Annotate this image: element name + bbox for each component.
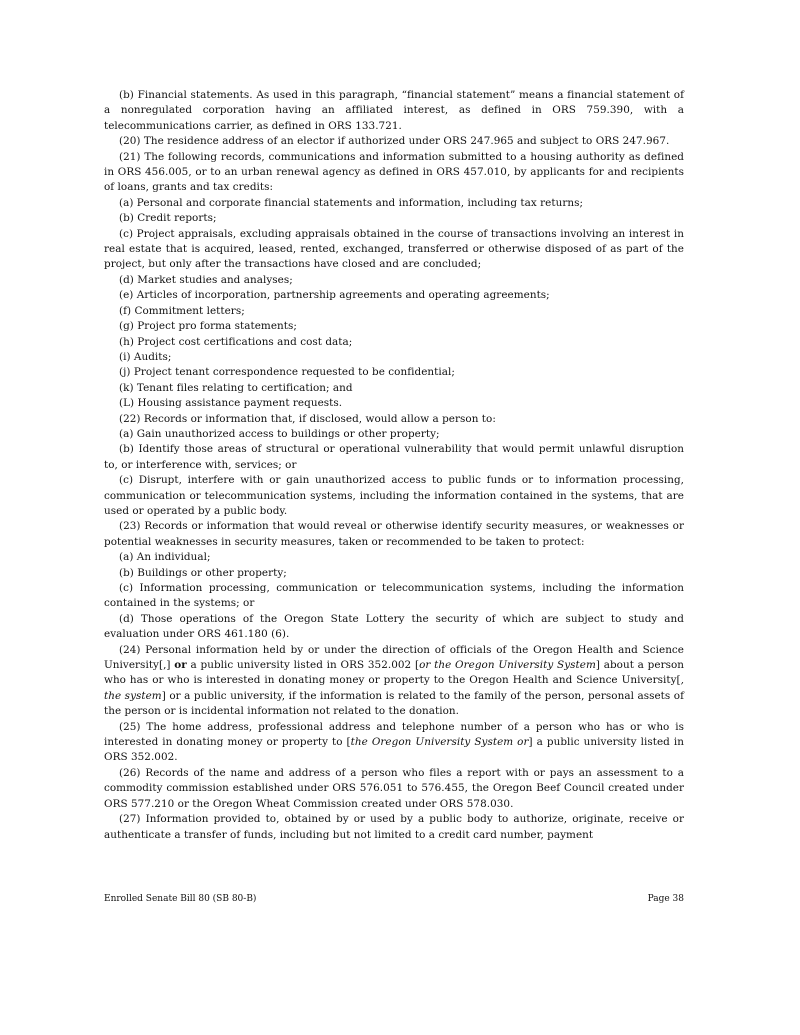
deleted-text: or the Oregon University System <box>419 659 596 672</box>
paragraph-21 <box>104 150 684 196</box>
text-run: (20) The residence address of an elector if authorized under ORS 247.965 and subject to ORS 247.967. <box>119 135 670 148</box>
page-footer <box>104 894 684 904</box>
text-run: (L) Housing assistance payment requests. <box>119 397 343 410</box>
paragraph-21b <box>104 211 684 226</box>
text-run: (a) Gain unauthorized access to buildings or other property; <box>119 427 440 440</box>
text-run: (i) Audits; <box>119 350 172 363</box>
text-run: (k) Tenant files relating to certification; and <box>119 381 353 394</box>
text-run: (c) Disrupt, interfere with or gain unauthorized access to public funds or to information processing, communication or telecommunication systems, including the information contained in the systems, that are used or operated by a public body. <box>104 474 684 517</box>
text-run: (c) Project appraisals, excluding appraisals obtained in the course of transactions involving an interest in real estate that is acquired, leased, rented, exchanged, transferred or otherwise disposed of as part of the project, but only after the transactions have closed and are concluded; <box>104 227 684 271</box>
inserted-text: or <box>174 659 187 672</box>
text-run: (b) Credit reports; <box>119 212 217 225</box>
paragraph-22b <box>104 442 684 473</box>
text-run: (d) Market studies and analyses; <box>119 273 293 286</box>
paragraph-25 <box>104 720 684 766</box>
paragraph-21c <box>104 227 684 273</box>
text-run: (24) Personal information held by or under the direction of officials of the Oregon Health and Science University[,] <box>104 643 684 672</box>
text-run: (21) The following records, communications and information submitted to a housing authority as defined in ORS 456.005, or to an urban renewal agency as defined in ORS 457.010, by applicants for and recipients of loans, grants and tax credits: <box>104 150 684 194</box>
text-run: ] or a public university, if the information is related to the family of the person, personal assets of the person or is incidental information not related to the donation. <box>104 689 684 718</box>
paragraph-21i <box>104 350 684 365</box>
text-run: (b) Financial statements. As used in this paragraph, “financial statement” means a financial statement of a nonregulated corporation having an affiliated interest, as defined in ORS 759.390, with a telecommunications carrier, as defined in ORS 133.721. <box>104 89 684 132</box>
paragraph-21e <box>104 288 684 303</box>
paragraph-21f <box>104 304 684 319</box>
paragraph-20 <box>104 134 684 149</box>
text-run: (e) Articles of incorporation, partnership agreements and operating agreements; <box>119 289 550 302</box>
footer-page-number: Page 38 <box>647 894 684 904</box>
paragraph-24 <box>104 643 684 720</box>
text-run: (25) The home address, professional address and telephone number of a person who has or who is interested in donating money or property to [ <box>104 720 684 749</box>
paragraph-23c <box>104 581 684 612</box>
paragraph-26 <box>104 766 684 812</box>
text-run: (22) Records or information that, if disclosed, would allow a person to: <box>119 412 496 425</box>
text-run: (j) Project tenant correspondence requested to be confidential; <box>119 366 455 379</box>
paragraph-21k <box>104 381 684 396</box>
paragraph-21h <box>104 335 684 350</box>
paragraph-21L <box>104 396 684 411</box>
paragraph-23 <box>104 519 684 550</box>
document-body <box>104 88 684 843</box>
deleted-text: , the system <box>104 674 684 702</box>
footer-bill-label: Enrolled Senate Bill 80 (SB 80-B) <box>104 894 257 904</box>
paragraph-b-financial <box>104 88 684 134</box>
text-run: ] about a person who has or who is interested in donating money or property to the Oregon Health and Science University[ <box>104 659 685 687</box>
text-run: (26) Records of the name and address of a person who files a report with or pays an assessment to a commodity commission established under ORS 576.051 to 576.455, the Oregon Beef Council created under ORS 577.210 or the Oregon Wheat Commission created under ORS 578.030. <box>104 766 684 810</box>
text-run: (d) Those operations of the Oregon State Lottery the security of which are subject to study and evaluation under ORS 461.180 (6). <box>104 612 684 641</box>
paragraph-22 <box>104 412 684 427</box>
paragraph-23b <box>104 566 684 581</box>
text-run: (a) Personal and corporate financial statements and information, including tax returns; <box>119 196 584 209</box>
text-run: a public university listed in ORS 352.002 [ <box>186 659 420 672</box>
paragraph-22c <box>104 473 684 519</box>
text-run: (b) Identify those areas of structural or operational vulnerability that would permit unlawful disruption to, or interference with, services; or <box>104 443 684 471</box>
text-run: (b) Buildings or other property; <box>119 566 287 579</box>
text-run: (27) Information provided to, obtained by or used by a public body to authorize, originate, receive or authenticate a transfer of funds, including but not limited to a credit card number, payment <box>104 813 684 841</box>
text-run: (c) Information processing, communication or telecommunication systems, including the information contained in the systems; or <box>104 582 684 610</box>
paragraph-22a <box>104 427 684 442</box>
paragraph-21a <box>104 196 684 211</box>
text-run: (g) Project pro forma statements; <box>119 320 297 333</box>
paragraph-21g <box>104 319 684 334</box>
text-run: (23) Records or information that would reveal or otherwise identify security measures, or weaknesses or potential weaknesses in security measures, taken or recommended to be taken to protect: <box>104 520 684 548</box>
text-run: ] a public university listed in ORS 352.002. <box>104 736 684 764</box>
paragraph-27 <box>104 812 684 843</box>
deleted-text: the Oregon University System or <box>350 736 529 749</box>
paragraph-23a <box>104 550 684 565</box>
text-run: (a) An individual; <box>119 551 211 564</box>
paragraph-21d <box>104 273 684 288</box>
text-run: (f) Commitment letters; <box>119 304 245 317</box>
paragraph-21j <box>104 365 684 380</box>
text-run: (h) Project cost certifications and cost data; <box>119 335 353 348</box>
paragraph-23d <box>104 612 684 643</box>
